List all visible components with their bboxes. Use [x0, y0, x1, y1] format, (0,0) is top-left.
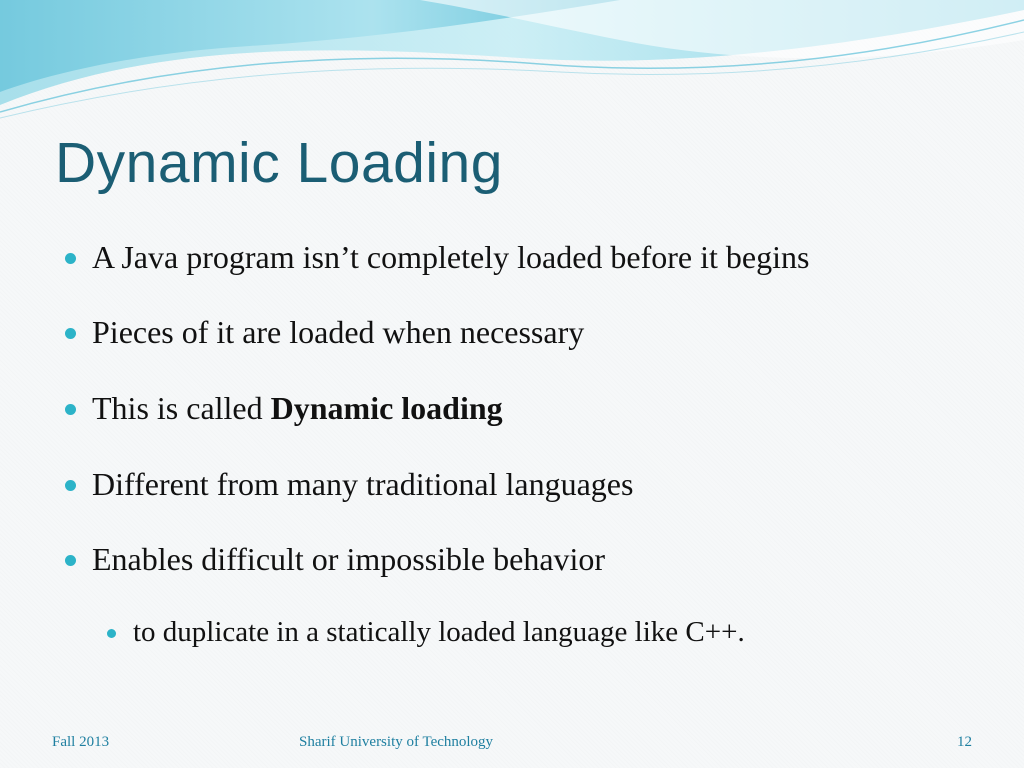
decorative-wave-banner: [0, 0, 1024, 130]
footer-date: Fall 2013: [52, 734, 110, 750]
sub-bullet-item: [133, 616, 745, 649]
footer-organization: Sharif University of Technology: [299, 734, 494, 750]
sub-bullet-text: to duplicate in a statically loaded language like C++.: [133, 616, 745, 648]
bullet-item: [92, 239, 809, 276]
bullet-dot-icon: [65, 555, 76, 566]
bullet-item: [92, 390, 503, 427]
bullet-text: Different from many traditional languages: [92, 466, 634, 502]
bullet-text: This is called: [92, 390, 271, 426]
bullet-item: [92, 314, 584, 351]
bullet-text: Pieces of it are loaded when necessary: [92, 314, 585, 350]
bullet-emphasis: Dynamic loading: [270, 390, 503, 426]
bullet-dot-icon: [65, 328, 76, 339]
bullet-dot-icon: [65, 253, 76, 264]
bullet-dot-icon: [65, 404, 76, 415]
bullet-dot-icon: [65, 480, 76, 491]
bullet-item: [92, 541, 605, 578]
bullet-item: [92, 466, 633, 503]
slide-title: Dynamic Loading: [55, 131, 503, 195]
bullet-dot-icon: [107, 629, 116, 638]
bullet-text: Enables difficult or impossible behavior: [92, 541, 606, 577]
footer-page-number: 12: [957, 734, 972, 750]
bullet-text: A Java program isn’t completely loaded before it begins: [92, 239, 810, 275]
